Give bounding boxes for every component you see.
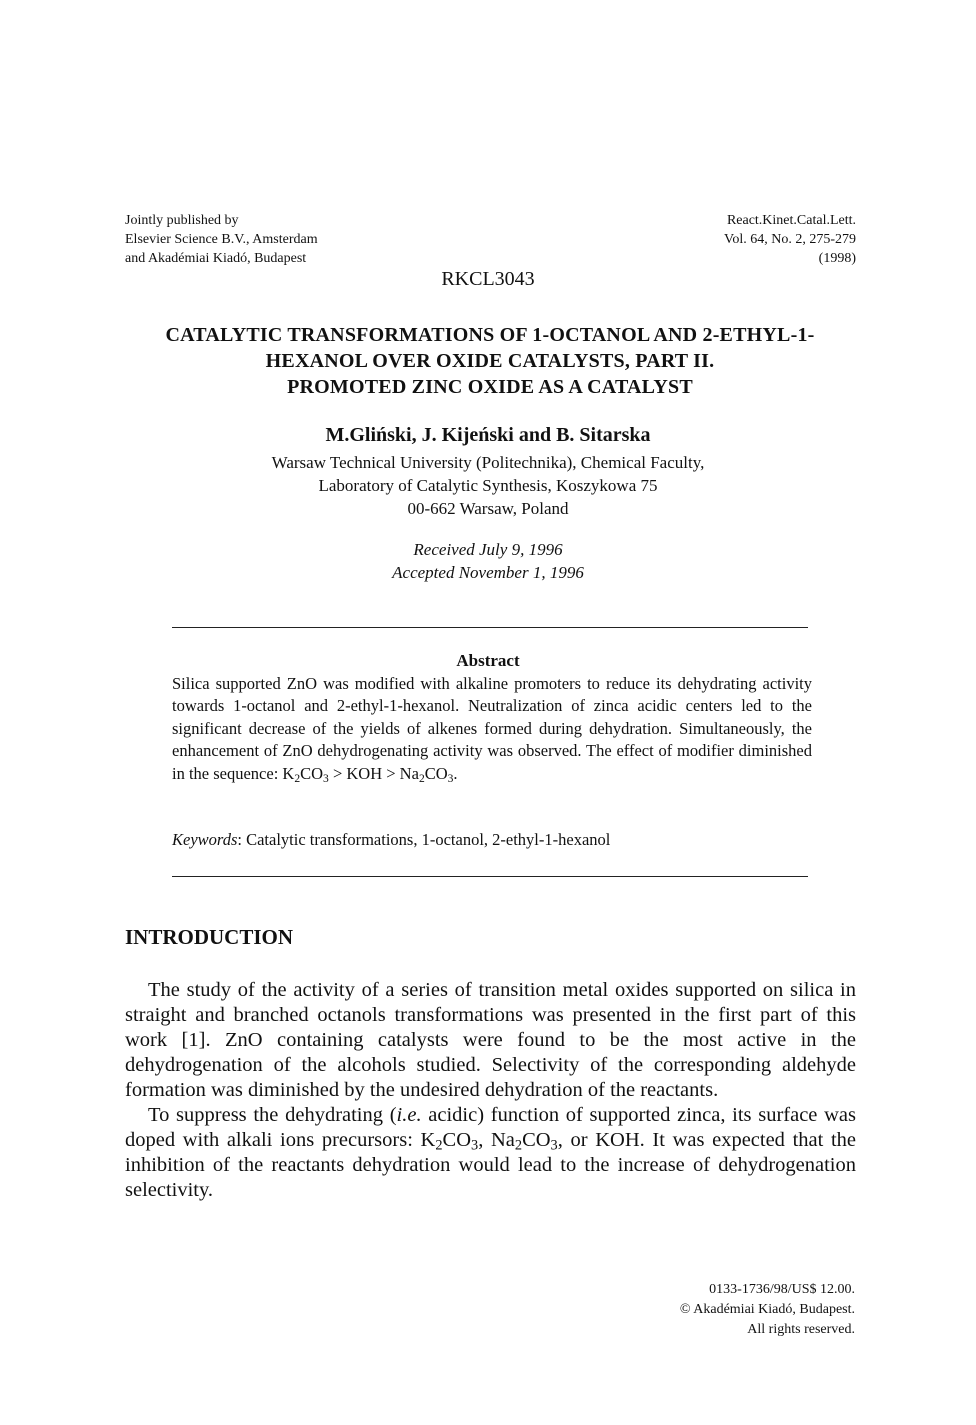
formula-subscript: 2 bbox=[418, 772, 425, 785]
journal-line: Vol. 64, No. 2, 275-279 bbox=[724, 232, 856, 247]
formula-subscript: 3 bbox=[471, 1137, 479, 1154]
text-run-italic: i.e. bbox=[396, 1104, 422, 1126]
keywords-list: : Catalytic transformations, 1-octanol, 2-ethyl-1-hexanol bbox=[237, 830, 611, 849]
formula-subscript: 3 bbox=[550, 1137, 558, 1154]
formula-subscript: 2 bbox=[514, 1137, 523, 1154]
dates bbox=[0, 538, 976, 584]
affiliation-line: Laboratory of Catalytic Synthesis, Koszykowa 75 bbox=[318, 476, 658, 495]
divider-bottom bbox=[172, 876, 808, 877]
formula-part: CO bbox=[300, 763, 324, 783]
formula-subscript: 3 bbox=[323, 772, 329, 785]
divider-top bbox=[172, 627, 808, 628]
copyright-line: 0133-1736/98/US$ 12.00. bbox=[709, 1282, 855, 1297]
formula-part: > KOH > Na bbox=[328, 763, 419, 783]
paragraph: The study of the activity of a series of transition metal oxides supported on silica in straight and branched octanols transformations was presented in the first part of this work [1]. ZnO containing catalysts were found to be the most active in the dehydrogenation of the alcohols studied. Selectivity of the corresponding aldehyde formation was diminished by the undesired dehydration of the reactants. bbox=[125, 979, 856, 1101]
affiliation bbox=[0, 451, 976, 520]
title-line: HEXANOL OVER OXIDE CATALYSTS, PART II. bbox=[265, 350, 715, 372]
text-run: To suppress the dehydrating ( bbox=[148, 1104, 397, 1126]
formula-subscript: 2 bbox=[435, 1137, 443, 1154]
publisher-info bbox=[125, 211, 318, 268]
introduction-body bbox=[125, 978, 856, 1203]
publisher-line: and Akadémiai Kiadó, Budapest bbox=[125, 251, 307, 266]
formula-part: CO bbox=[424, 763, 448, 783]
formula-part: K bbox=[282, 763, 295, 783]
journal-info bbox=[724, 211, 856, 268]
affiliation-line: 00-662 Warsaw, Poland bbox=[407, 499, 569, 518]
formula-part: . bbox=[453, 763, 458, 783]
title-line: CATALYTIC TRANSFORMATIONS OF 1-OCTANOL AND 2-ETHYL-1- bbox=[165, 324, 815, 346]
paragraph bbox=[125, 1103, 856, 1203]
copyright-line: All rights reserved. bbox=[747, 1322, 855, 1337]
title-line: PROMOTED ZINC OXIDE AS A CATALYST bbox=[287, 376, 693, 398]
accepted-date: Accepted November 1, 1996 bbox=[392, 563, 584, 582]
article-code: RKCL3043 bbox=[441, 268, 535, 290]
abstract-heading: Abstract bbox=[456, 651, 520, 670]
formula-subscript: 2 bbox=[294, 772, 301, 785]
text-run: , or KOH. It was expected that the inhibition of the reactants dehydration would lead to the increase of dehydrogenation selectivity. bbox=[125, 1129, 857, 1201]
journal-line: (1998) bbox=[818, 251, 856, 266]
publisher-line: Elsevier Science B.V., Amsterdam bbox=[125, 232, 318, 247]
text-run: CO bbox=[522, 1129, 551, 1151]
affiliation-line: Warsaw Technical University (Politechnika), Chemical Faculty, bbox=[271, 453, 705, 472]
formula-subscript: 3 bbox=[447, 772, 454, 785]
publisher-line: Jointly published by bbox=[125, 213, 239, 228]
text-run: CO bbox=[442, 1129, 472, 1151]
journal-line: React.Kinet.Catal.Lett. bbox=[726, 213, 856, 228]
copyright-notice bbox=[680, 1280, 855, 1340]
abstract-main: Silica supported ZnO was modified with alkaline promoters to reduce its dehydrating activity towards 1-octanol and 2-ethyl-1-hexanol. Neutralization of zinca acidic centers led to the significant decrease of the yields of alkenes formed during dehydration. Simultaneously, the enhancement of ZnO dehydrogenating activity was observed. The effect of modifier diminished in the sequence: bbox=[172, 674, 812, 783]
text-run: , Na bbox=[478, 1129, 515, 1151]
keywords bbox=[172, 830, 812, 850]
text-run: acidic) function of supported zinca, its surface was doped with alkali ions precursors: K bbox=[125, 1104, 856, 1151]
introduction-heading: INTRODUCTION bbox=[125, 925, 294, 949]
received-date: Received July 9, 1996 bbox=[413, 540, 563, 559]
copyright-line: © Akadémiai Kiadó, Budapest. bbox=[679, 1302, 855, 1317]
authors: M.Gliński, J. Kijeński and B. Sitarska bbox=[325, 424, 651, 446]
keywords-label: Keywords bbox=[172, 830, 238, 849]
abstract-text bbox=[172, 673, 812, 785]
paper-title bbox=[115, 322, 865, 400]
